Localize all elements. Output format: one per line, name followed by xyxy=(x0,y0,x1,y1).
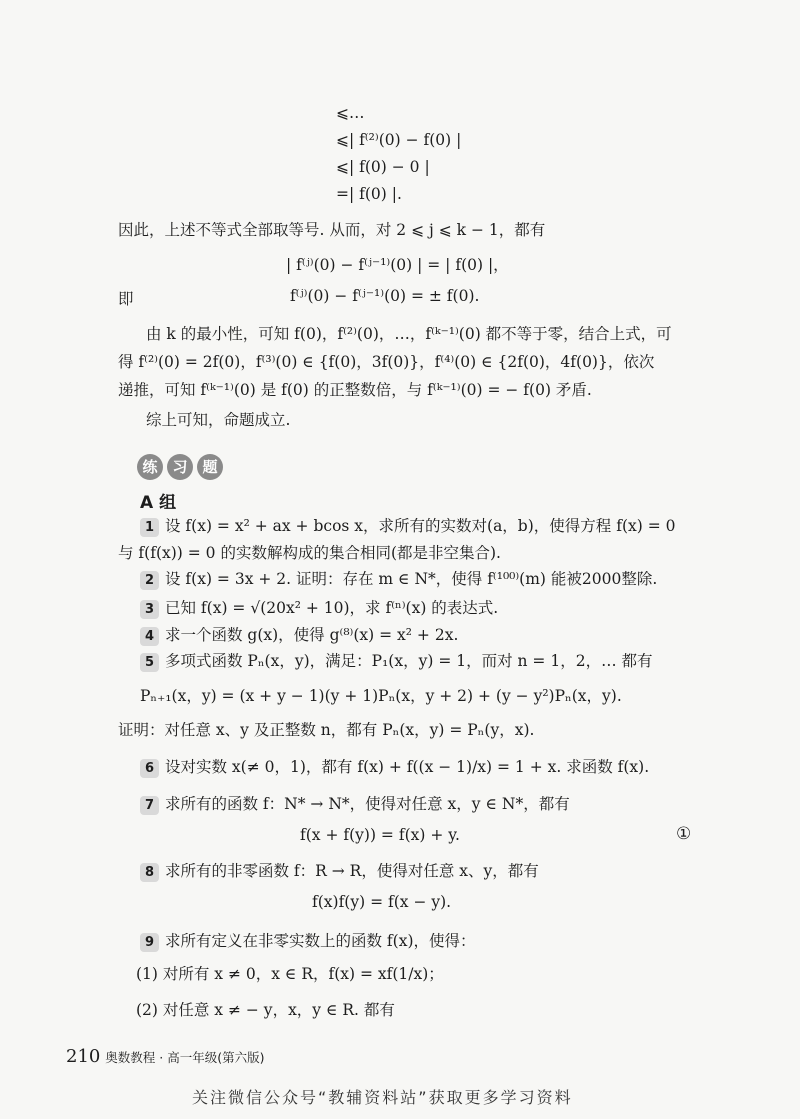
problem-text: 已知 f(x) = √(20x² + 10)，求 f⁽ⁿ⁾(x) 的表达式. xyxy=(165,599,499,617)
problem-4 xyxy=(140,623,458,646)
problem-text: 求一个函数 g(x)，使得 g⁽⁸⁾(x) = x² + 2x. xyxy=(165,626,459,644)
problem-1 xyxy=(140,514,675,537)
problem-number: 5 xyxy=(140,653,159,672)
section-char-2: 习 xyxy=(167,454,193,480)
chain-line-2: ⩽| f⁽²⁾(0) − f(0) | xyxy=(336,131,462,149)
section-char-3: 题 xyxy=(197,454,223,480)
problem-number: 9 xyxy=(140,933,159,952)
problem-text: 求所有的函数 f：N* → N*，使得对任意 x，y ∈ N*，都有 xyxy=(165,795,570,813)
page-number: 210 xyxy=(66,1046,101,1067)
watermark-text: 关注微信公众号“教辅资料站”获取更多学习资料 xyxy=(192,1088,573,1107)
problem-number: 8 xyxy=(140,863,159,882)
problem-8 xyxy=(140,859,539,882)
problem-3 xyxy=(140,596,498,619)
problem-number: 3 xyxy=(140,600,159,619)
problem-text: 多项式函数 Pₙ(x，y)，满足：P₁(x，y) = 1，而对 n = 1，2，… 都有 xyxy=(165,652,653,670)
page-footer xyxy=(66,1046,264,1067)
problem-7-equation: f(x + f(y)) = f(x) + y. xyxy=(300,826,460,844)
problem-1-line-2: 与 f(f(x)) = 0 的实数解构成的集合相同(都是非空集合). xyxy=(118,544,501,562)
book-title: 奥数教程 · 高一年级(第六版) xyxy=(105,1050,265,1065)
conclusion: 综上可知，命题成立. xyxy=(146,411,291,429)
paragraph-minimality-1: 由 k 的最小性，可知 f(0)，f⁽²⁾(0)，…，f⁽ᵏ⁻¹⁾(0) 都不等于零，结合上式，可 xyxy=(146,325,672,343)
problem-text: 设 f(x) = x² + ax + bcos x，求所有的实数对(a，b)，使得方程 f(x) = 0 xyxy=(165,517,676,535)
paragraph-minimality-3: 递推，可知 f⁽ᵏ⁻¹⁾(0) 是 f(0) 的正整数倍，与 f⁽ᵏ⁻¹⁾(0) = − f(0) 矛盾. xyxy=(118,381,592,399)
group-a-heading: A 组 xyxy=(140,493,177,513)
problem-9 xyxy=(140,929,476,952)
problem-5-proof: 证明：对任意 x、y 及正整数 n，都有 Pₙ(x，y) = Pₙ(y，x). xyxy=(118,721,535,739)
problem-number: 4 xyxy=(140,627,159,646)
problem-text: 求所有的非零函数 f：R → R，使得对任意 x、y，都有 xyxy=(165,862,539,880)
paragraph-minimality-2: 得 f⁽²⁾(0) = 2f(0)，f⁽³⁾(0) ∈ {f(0)，3f(0)}，f⁽⁴⁾(0) ∈ {2f(0)，4f(0)}，依次 xyxy=(118,353,655,371)
problem-number: 7 xyxy=(140,796,159,815)
problem-8-equation: f(x)f(y) = f(x − y). xyxy=(312,893,452,911)
problem-text: 设 f(x) = 3x + 2. 证明：存在 m ∈ N*，使得 f⁽¹⁰⁰⁾(m) 能被2000整除. xyxy=(165,570,658,588)
equation-tag: ① xyxy=(676,824,692,844)
problem-5 xyxy=(140,649,653,672)
problem-number: 1 xyxy=(140,518,159,537)
paragraph-therefore: 因此，上述不等式全部取等号. 从而，对 2 ⩽ j ⩽ k − 1，都有 xyxy=(118,221,546,239)
problem-7 xyxy=(140,792,570,815)
problem-9-condition-1: (1) 对所有 x ≠ 0，x ∈ R，f(x) = xf(1/x)； xyxy=(136,965,444,983)
label-ji: 即 xyxy=(118,290,134,308)
equation-pm: f⁽ʲ⁾(0) − f⁽ʲ⁻¹⁾(0) = ± f(0). xyxy=(290,287,480,305)
problem-number: 2 xyxy=(140,571,159,590)
problem-text: 求所有定义在非零实数上的函数 f(x)，使得： xyxy=(165,932,476,950)
problem-text: 设对实数 x(≠ 0，1)，都有 f(x) + f((x − 1)/x) = 1 + x. 求函数 f(x). xyxy=(165,758,650,776)
section-char-1: 练 xyxy=(137,454,163,480)
section-exercises xyxy=(137,454,227,480)
problem-9-condition-2: (2) 对任意 x ≠ − y，x，y ∈ R. 都有 xyxy=(136,1001,395,1019)
problem-number: 6 xyxy=(140,759,159,778)
equation-abs: | f⁽ʲ⁾(0) − f⁽ʲ⁻¹⁾(0) | = | f(0) |， xyxy=(286,256,509,274)
problem-2 xyxy=(140,567,657,590)
problem-6 xyxy=(140,755,649,778)
problem-5-recurrence: Pₙ₊₁(x，y) = (x + y − 1)(y + 1)Pₙ(x，y + 2) + (y − y²)Pₙ(x，y). xyxy=(140,687,622,705)
chain-line-1: ⩽… xyxy=(336,104,365,122)
chain-line-3: ⩽| f(0) − 0 | xyxy=(336,158,430,176)
chain-line-4: =| f(0) |. xyxy=(336,185,402,203)
